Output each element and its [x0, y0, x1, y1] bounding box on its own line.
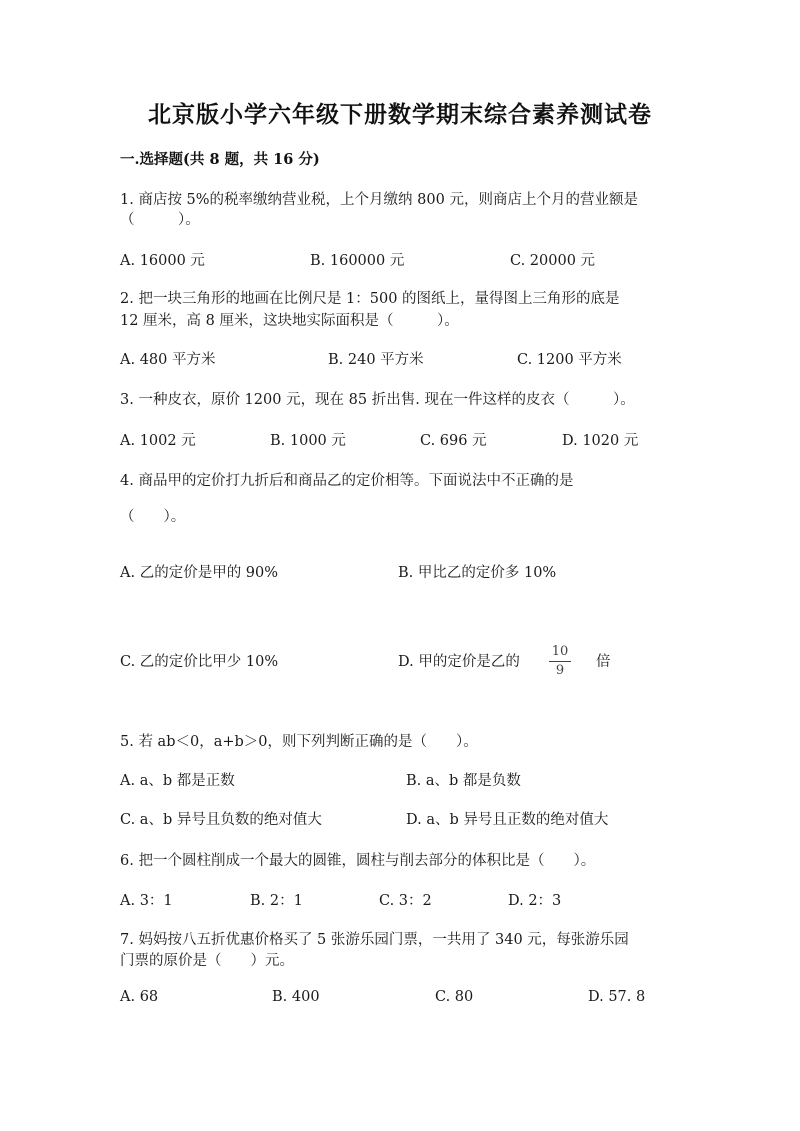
question-5-option-d: D. a、b 异号且正数的绝对值大: [406, 812, 609, 828]
question-3-line-1: 3. 一种皮衣，原价 1200 元，现在 85 折出售. 现在一件这样的皮衣（ ）。: [120, 392, 635, 408]
question-6-option-a: A. 3：1: [120, 893, 173, 909]
question-4-option-b: B. 甲比乙的定价多 10%: [398, 565, 557, 581]
question-7-option-a: A. 68: [120, 989, 159, 1005]
question-7-option-b: B. 400: [272, 989, 320, 1005]
section-heading: 一.选择题(共 8 题，共 16 分): [120, 151, 320, 168]
question-1-option-a: A. 16000 元: [120, 253, 205, 269]
question-7-line-1: 7. 妈妈按八五折优惠价格买了 5 张游乐园门票，一共用了 340 元，每张游乐园: [120, 932, 629, 948]
question-2-option-a: A. 480 平方米: [120, 352, 216, 368]
question-3-option-d: D. 1020 元: [562, 433, 639, 449]
fraction: [549, 644, 571, 679]
question-3-option-b: B. 1000 元: [270, 433, 346, 449]
question-1-option-c: C. 20000 元: [510, 253, 596, 269]
question-4-line-1: 4. 商品甲的定价打九折后和商品乙的定价相等。下面说法中不正确的是: [120, 473, 574, 489]
question-4-option-d: D. 甲的定价是乙的: [398, 654, 520, 670]
question-4-option-d-suffix: 倍: [596, 654, 611, 670]
question-2-line-1: 2. 把一块三角形的地画在比例尺是 1：500 的图纸上，量得图上三角形的底是: [120, 291, 620, 307]
question-1-line-2: （ ）。: [120, 212, 200, 228]
question-5-option-b: B. a、b 都是负数: [406, 773, 521, 789]
question-2-option-c: C. 1200 平方米: [517, 352, 622, 368]
question-7-option-d: D. 57. 8: [588, 989, 646, 1005]
question-6-option-c: C. 3：2: [379, 893, 432, 909]
page-title: 北京版小学六年级下册数学期末综合素养测试卷: [148, 101, 652, 128]
question-5-line-1: 5. 若 ab＜0，a+b＞0，则下列判断正确的是（ ）。: [120, 734, 478, 750]
question-3-option-a: A. 1002 元: [120, 433, 196, 449]
fraction-bar: [549, 661, 571, 662]
question-1-option-b: B. 160000 元: [310, 253, 405, 269]
question-3-option-c: C. 696 元: [420, 433, 487, 449]
question-1-line-1: 1. 商店按 5%的税率缴纳营业税，上个月缴纳 800 元，则商店上个月的营业额是: [120, 192, 638, 208]
question-2-line-2: 12 厘米，高 8 厘米，这块地实际面积是（ ）。: [120, 313, 459, 329]
fraction-denominator: 9: [555, 663, 565, 678]
question-6-line-1: 6. 把一个圆柱削成一个最大的圆锥，圆柱与削去部分的体积比是（ ）。: [120, 853, 596, 869]
question-6-option-d: D. 2：3: [508, 893, 562, 909]
question-6-option-b: B. 2：1: [250, 893, 303, 909]
question-4-line-2: （ ）。: [120, 509, 186, 525]
question-5-option-c: C. a、b 异号且负数的绝对值大: [120, 812, 322, 828]
question-7-line-2: 门票的原价是（ ）元。: [120, 953, 294, 969]
question-2-option-b: B. 240 平方米: [328, 352, 424, 368]
question-5-option-a: A. a、b 都是正数: [120, 773, 235, 789]
question-4-option-a: A. 乙的定价是甲的 90%: [120, 565, 279, 581]
question-7-option-c: C. 80: [435, 989, 474, 1005]
question-4-option-c: C. 乙的定价比甲少 10%: [120, 654, 279, 670]
fraction-numerator: 10: [551, 644, 569, 659]
